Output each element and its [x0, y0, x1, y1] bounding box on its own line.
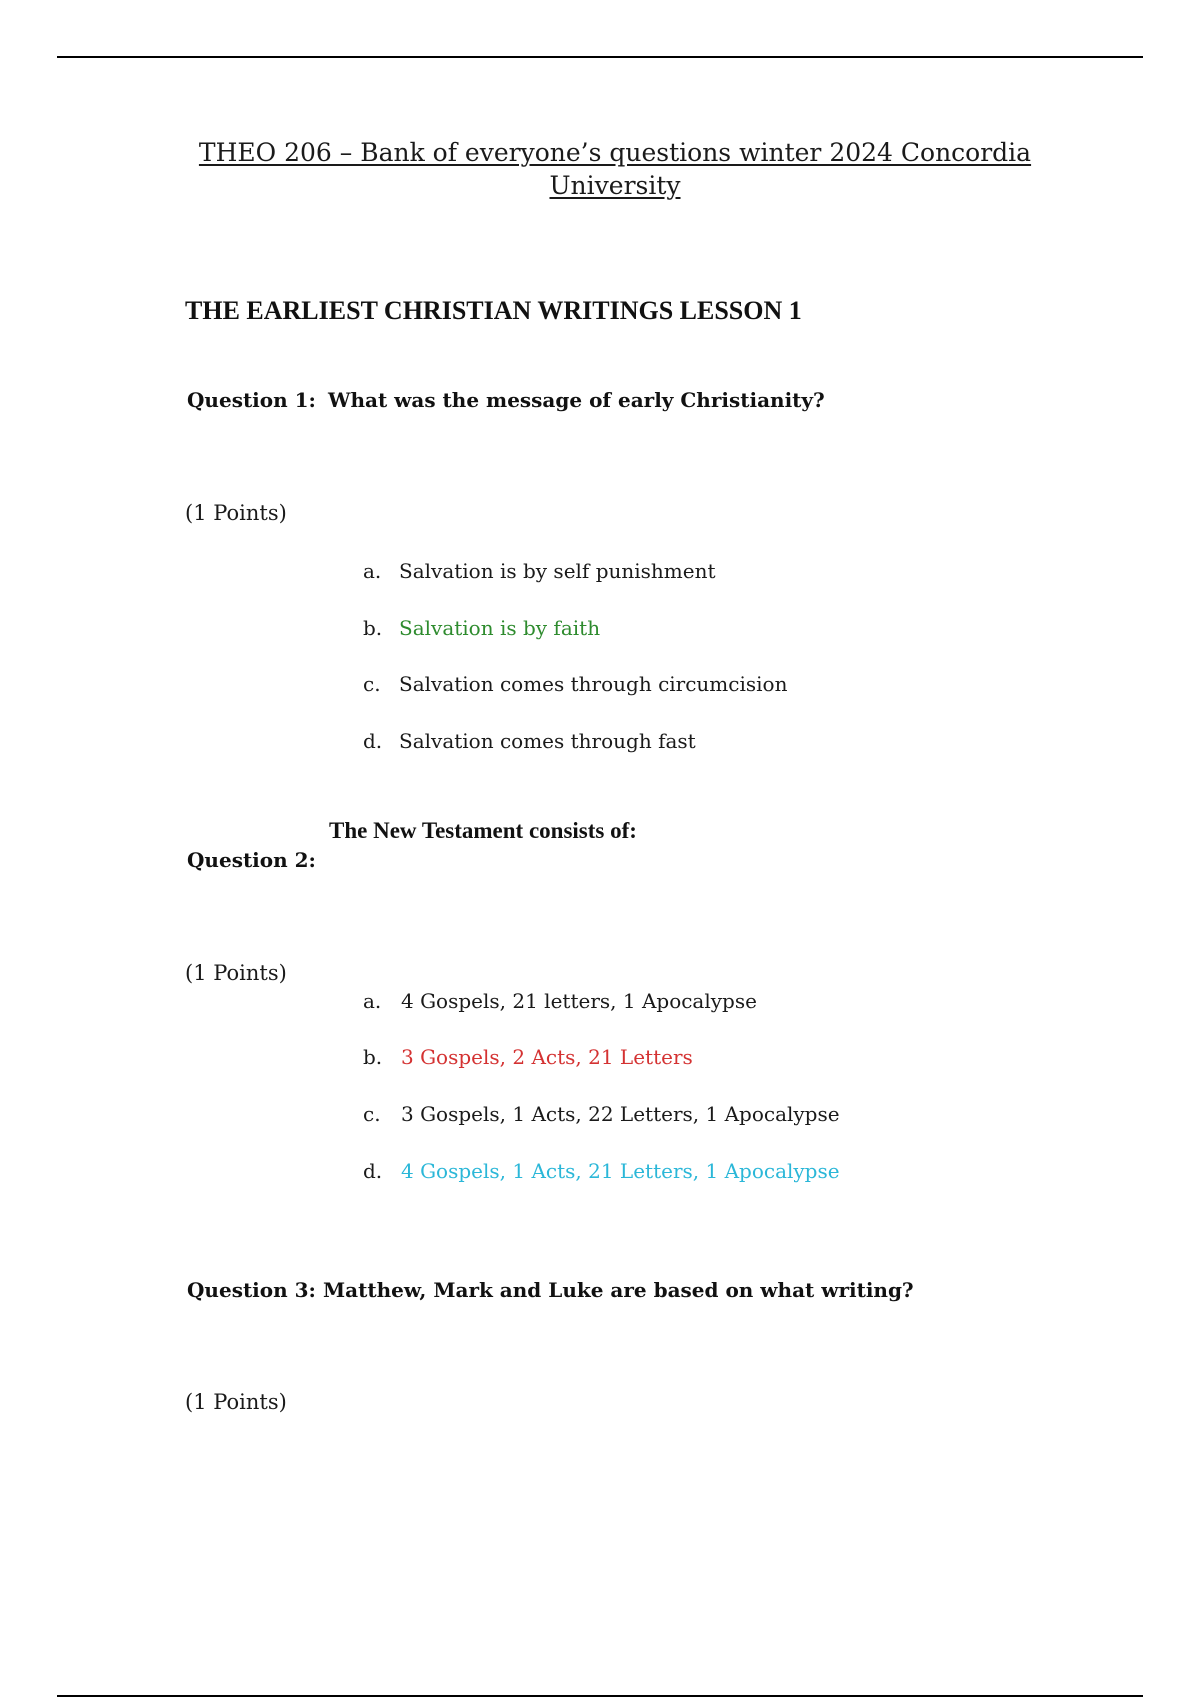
document-title	[0, 136, 1200, 202]
question-2-option-a	[363, 989, 757, 1013]
question-2-option-c	[363, 1102, 840, 1126]
question-1-label: Question 1:	[187, 388, 316, 412]
question-1-option-b	[363, 616, 600, 640]
option-letter: b.	[363, 1045, 383, 1069]
section-heading: THE EARLIEST CHRISTIAN WRITINGS LESSON 1	[185, 296, 802, 325]
question-1-option-a	[363, 559, 716, 583]
question-3-text: Matthew, Mark and Luke are based on what writing?	[323, 1278, 914, 1302]
question-1-option-c	[363, 672, 787, 696]
option-text: 4 Gospels, 21 letters, 1 Apocalypse	[401, 989, 757, 1013]
option-letter: d.	[363, 1159, 383, 1183]
document-title-line-2: University	[549, 171, 681, 200]
question-3-label: Question 3:	[187, 1278, 316, 1302]
option-text: 3 Gospels, 2 Acts, 21 Letters	[401, 1045, 693, 1069]
option-text: Salvation comes through circumcision	[399, 672, 788, 696]
bottom-rule	[57, 1695, 1143, 1697]
question-2-label: Question 2:	[187, 848, 316, 872]
question-2-option-b	[363, 1045, 693, 1069]
option-text: 4 Gospels, 1 Acts, 21 Letters, 1 Apocalypse	[401, 1159, 840, 1183]
question-1-option-d	[363, 729, 696, 753]
option-text: Salvation comes through fast	[399, 729, 696, 753]
question-2-text: The New Testament consists of:	[329, 818, 637, 843]
option-letter: c.	[363, 672, 381, 696]
question-3-points: (1 Points)	[185, 1390, 287, 1414]
option-letter: d.	[363, 729, 383, 753]
option-letter: a.	[363, 559, 382, 583]
document-title-line-1: THEO 206 – Bank of everyone’s questions winter 2024 Concordia	[198, 138, 1032, 167]
question-2-points: (1 Points)	[185, 961, 287, 985]
option-text: 3 Gospels, 1 Acts, 22 Letters, 1 Apocalypse	[401, 1102, 840, 1126]
option-text: Salvation is by self punishment	[399, 559, 716, 583]
top-rule	[57, 56, 1143, 58]
option-letter: b.	[363, 616, 383, 640]
option-letter: a.	[363, 989, 382, 1013]
question-2-option-d	[363, 1159, 840, 1183]
question-1-points: (1 Points)	[185, 501, 287, 525]
option-text: Salvation is by faith	[399, 616, 601, 640]
option-letter: c.	[363, 1102, 381, 1126]
question-1-text: What was the message of early Christianity?	[328, 388, 825, 412]
